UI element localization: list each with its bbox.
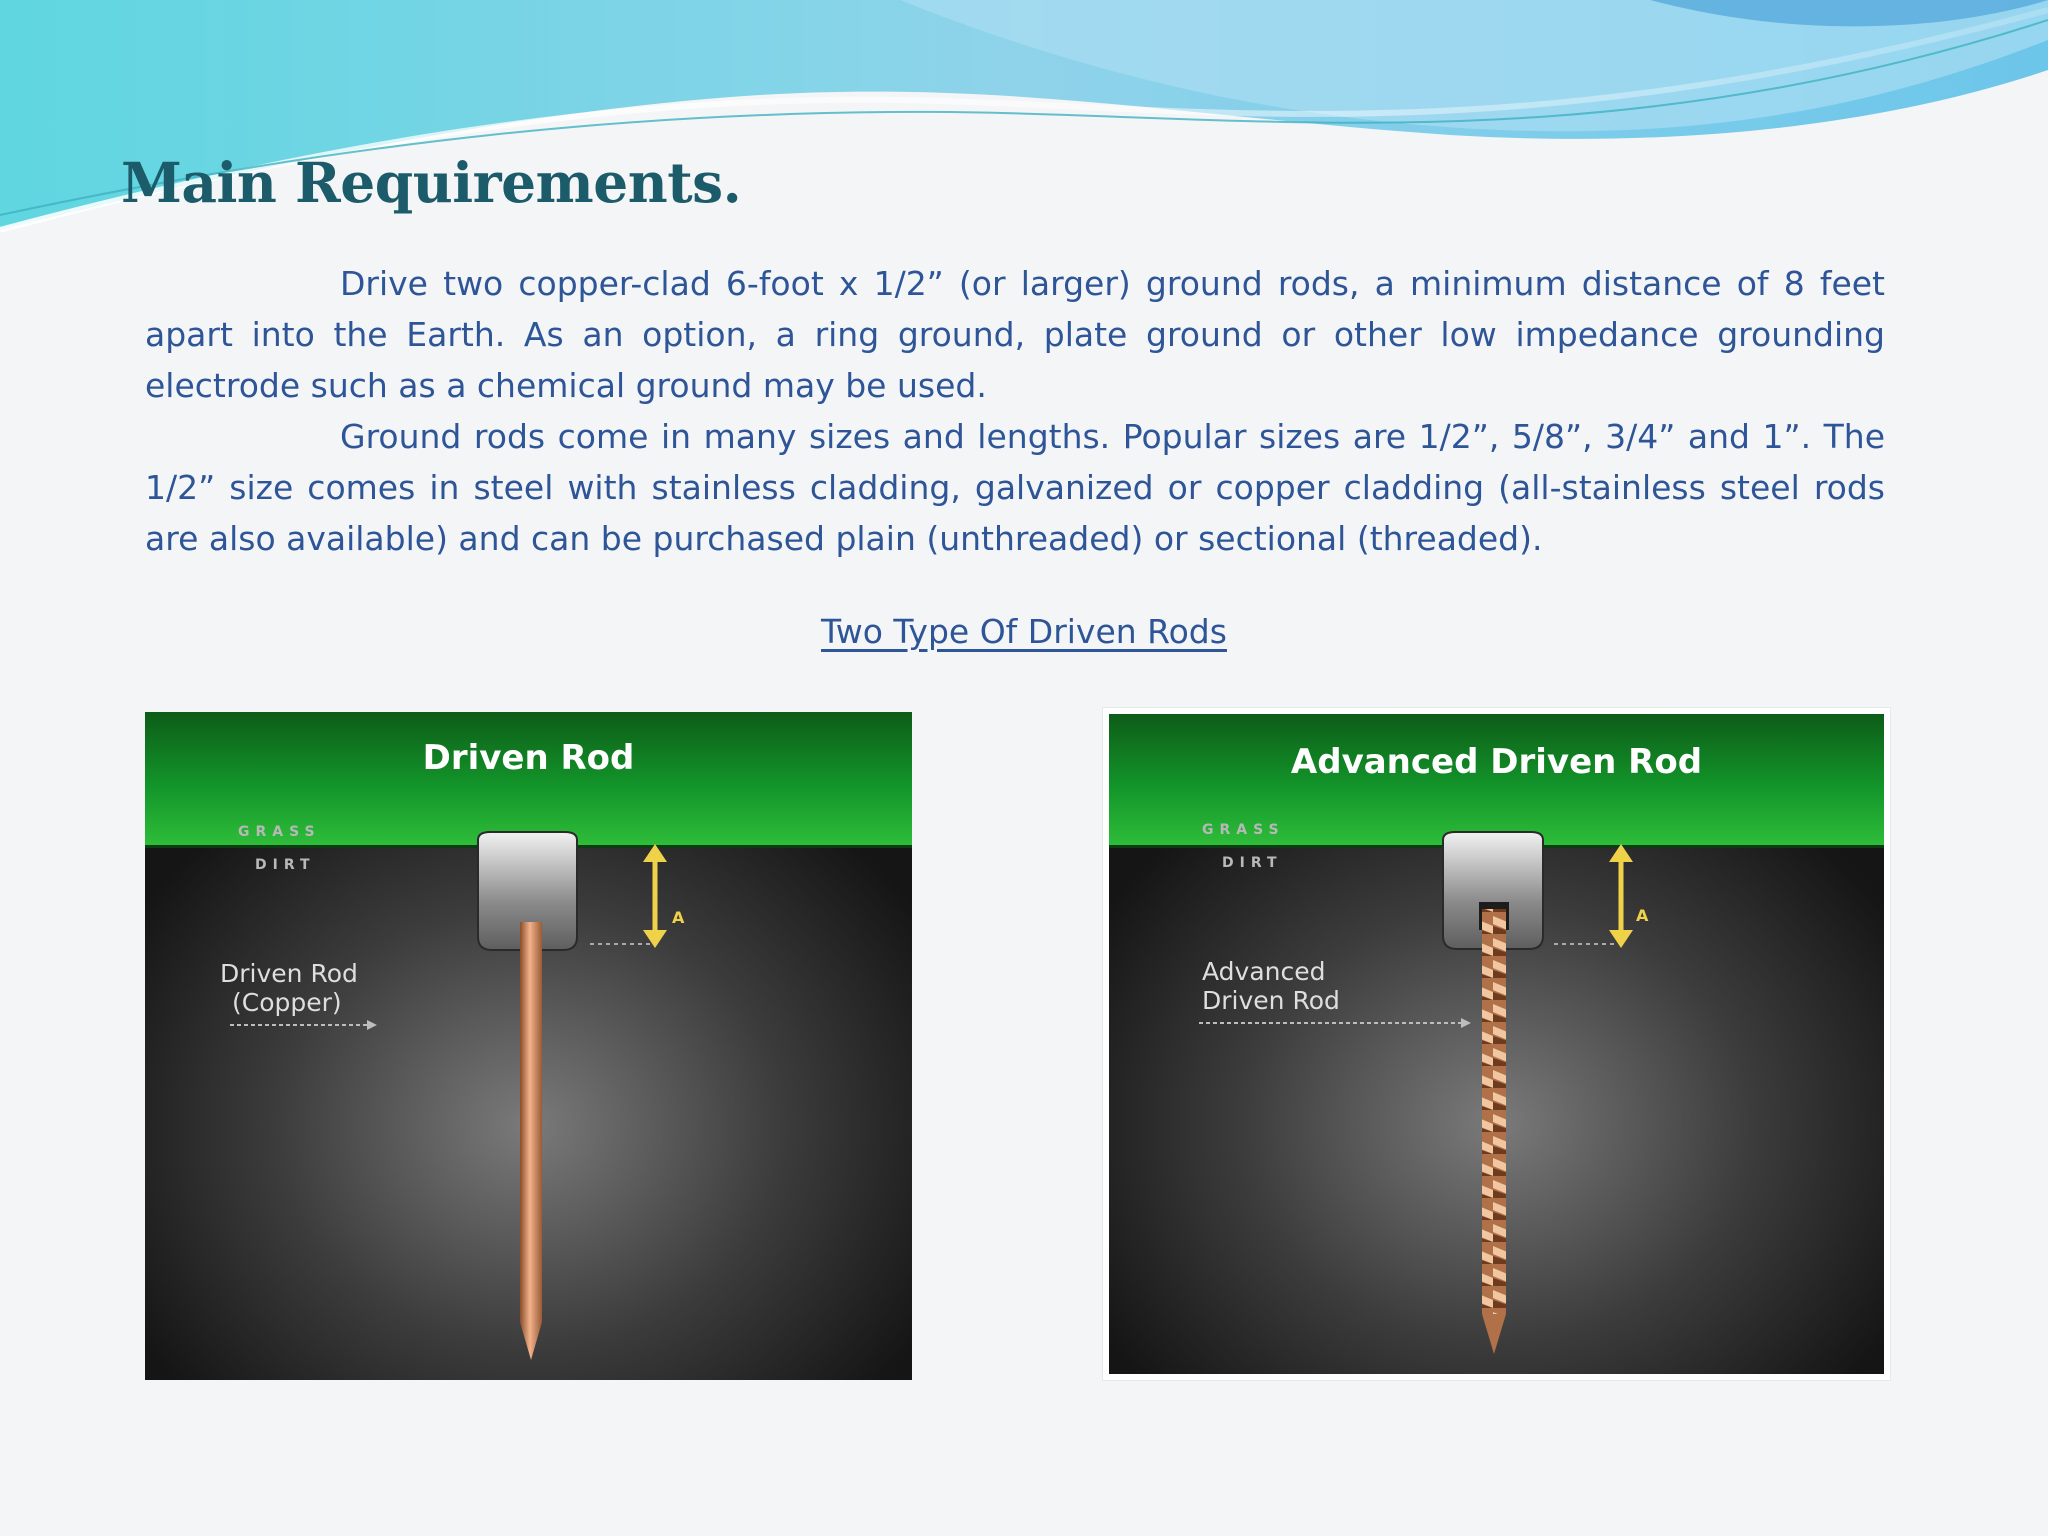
- rod-label: [1202, 957, 1340, 1015]
- grass-layer-label: GRASS: [1202, 822, 1285, 838]
- paragraph-rod-sizes: Ground rods come in many sizes and lengths. Popular sizes are 1/2”, 5/8”, 3/4” and 1”. The 1/2” size comes in steel with stainless cladding, galvanized or copper cladding (all-stainless steel rods are also available) and can be purchased plain (unthreaded) or sectional (threaded).: [145, 417, 1885, 558]
- figures-heading: Two Type Of Driven Rods: [821, 612, 1227, 651]
- slide-title: Main Requirements.: [121, 150, 742, 215]
- advanced-driven-rod-illustration: [1109, 714, 1884, 1374]
- figure-title: Advanced Driven Rod: [1290, 742, 1703, 782]
- rod-label: [220, 959, 358, 1017]
- body-text: [145, 258, 1885, 564]
- dimension-label: A: [1636, 906, 1649, 925]
- rod-label-line: Driven Rod: [1202, 986, 1340, 1015]
- grass-layer-label: GRASS: [238, 824, 321, 840]
- figure-title: Driven Rod: [422, 738, 635, 778]
- rod-label-line: Advanced: [1202, 957, 1326, 986]
- dirt-layer-label: DIRT: [255, 857, 316, 873]
- dirt-layer-label: DIRT: [1222, 855, 1283, 871]
- wave-header-decoration: [0, 0, 2048, 260]
- advanced-driven-rod-figure: [1109, 714, 1884, 1374]
- driven-rod-figure: [145, 712, 912, 1380]
- rod-label-line: (Copper): [232, 988, 342, 1017]
- driven-rod-illustration: [145, 712, 912, 1380]
- paragraph-rod-requirement: Drive two copper-clad 6-foot x 1/2” (or larger) ground rods, a minimum distance of 8 feet apart into the Earth. As an option, a ring ground, plate ground or other low impedance grounding electrode such as a chemical ground may be used.: [145, 264, 1885, 405]
- dimension-label: A: [672, 908, 685, 927]
- rod-label-line: Driven Rod: [220, 959, 358, 988]
